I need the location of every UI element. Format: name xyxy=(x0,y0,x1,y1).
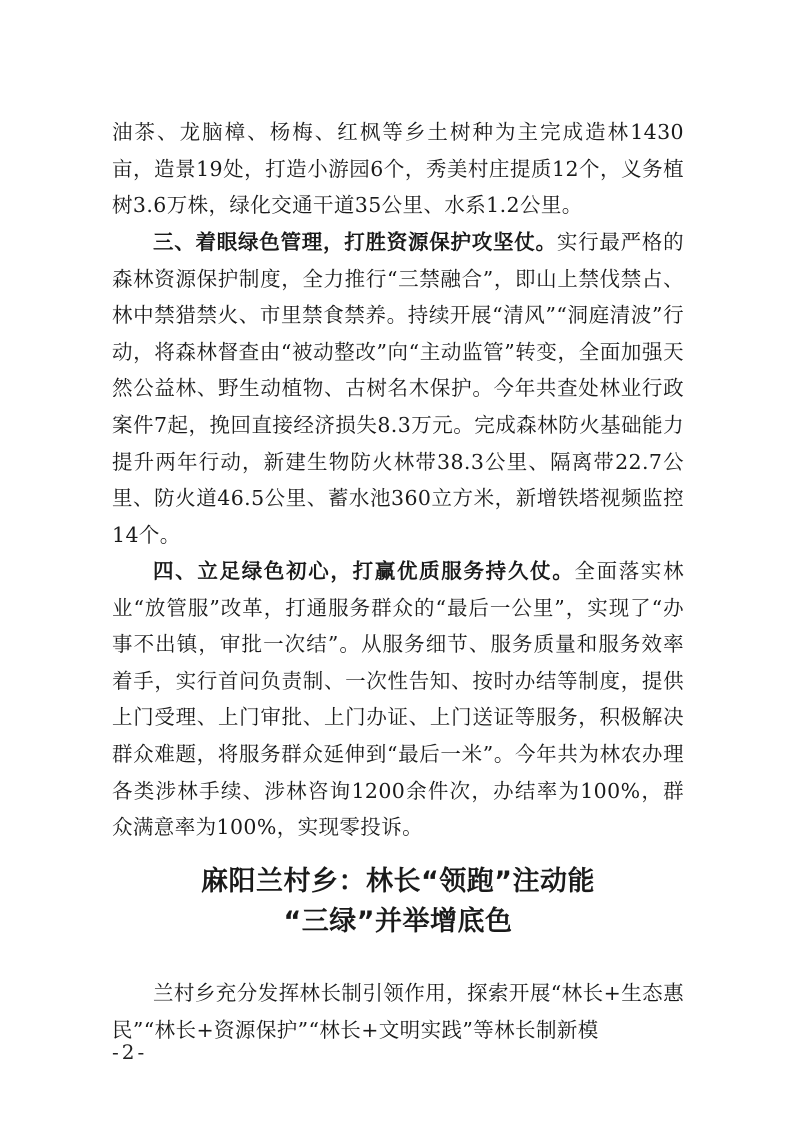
article-title xyxy=(112,862,684,942)
continued-paragraph: 油茶、龙脑樟、杨梅、红枫等乡土树种为主完成造林1430亩，造景19处，打造小游园6个，秀美村庄提质12个，义务植树3.6万株，绿化交通干道35公里、水系1.2公里。 xyxy=(112,120,684,218)
section-three-paragraph xyxy=(112,224,684,553)
article-title-line-1: 麻阳兰村乡：林长“领跑”注动能 xyxy=(201,866,595,897)
page-number: -2- xyxy=(112,1040,148,1064)
section-three-body: 实行最严格的森林资源保护制度，全力推行“三禁融合”，即山上禁伐禁占、林中禁猎禁火、市里禁食禁养。持续开展“清风”“洞庭清波”行动，将森林督查由“被动整改”向“主动监管”转变，全面加强天然公益林、野生动植物、古树名木保护。今年共查处林业行政案件7起，挽回直接经济损失8.3万元。完成森林防火基础能力提升两年行动，新建生物防火林带38.3公里、隔离带22.7公里、防火道46.5公里、蓄水池360立方米，新增铁塔视频监控14个。 xyxy=(112,230,684,547)
section-four-body: 全面落实林业“放管服”改革，打通服务群众的“最后一公里”，实现了“办事不出镇，审批一次结”。从服务细节、服务质量和服务效率着手，实行首问负责制、一次性告知、按时办结等制度，提供上门受理、上门审批、上门办证、上门送证等服务，积极解决群众难题，将服务群众延伸到“最后一米”。今年共为林农办理各类涉林手续、涉林咨询1200余件次，办结率为100%，群众满意率为100%，实现零投诉。 xyxy=(112,559,685,840)
article-intro-paragraph: 兰村乡充分发挥林长制引领作用，探索开展“林长+生态惠民”“林长+资源保护”“林长+文明实践”等林长制新模 xyxy=(112,981,684,1042)
section-three-heading: 三、着眼绿色管理，打胜资源保护攻坚仗。 xyxy=(153,230,557,254)
section-four-paragraph xyxy=(112,553,684,846)
article-title-line-2: “三绿”并举增底色 xyxy=(283,906,513,937)
section-four-heading: 四、立足绿色初心，打赢优质服务持久仗。 xyxy=(153,559,575,583)
